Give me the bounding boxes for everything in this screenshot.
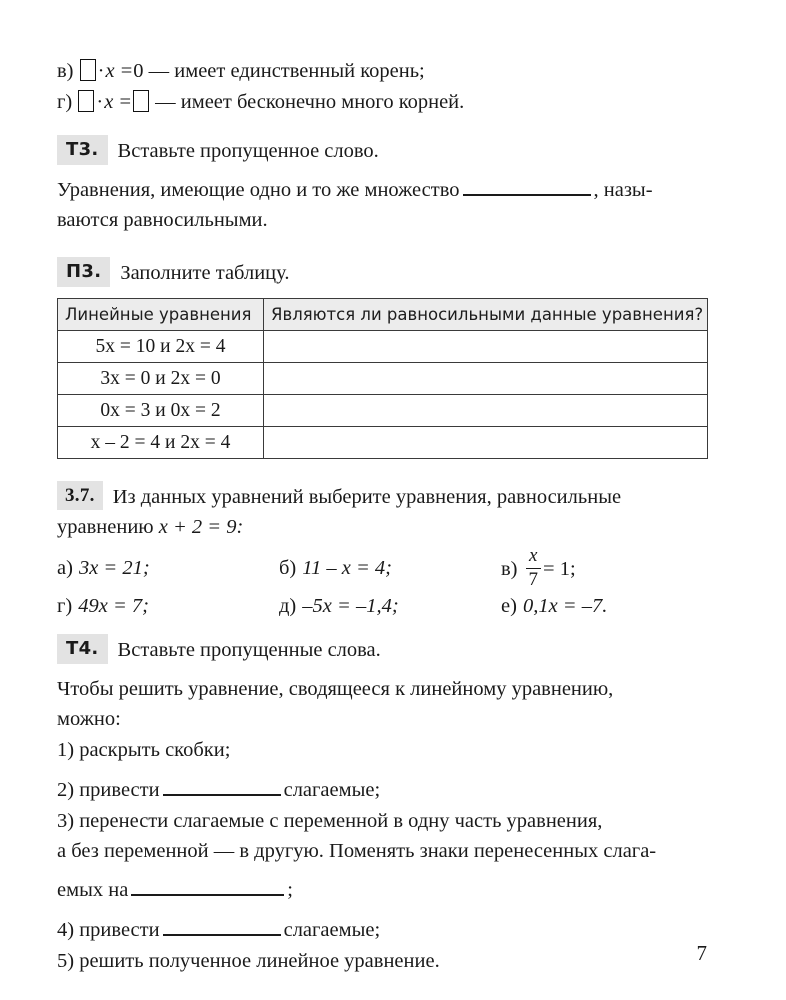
equations-table	[57, 298, 708, 459]
t4-step-4	[57, 915, 709, 946]
t4-step-2	[57, 775, 709, 806]
equations-table-wrapper	[57, 298, 709, 459]
t4-step-3-text-line2: а без переменной — в другую. Поменять знаки перенесенных слага-	[57, 840, 657, 862]
t3-body-line2: ваются равносильными.	[57, 209, 268, 231]
t4-intro-line2: можно:	[57, 708, 121, 730]
multiply-sign: ·	[97, 60, 105, 82]
em-dash: —	[155, 91, 176, 113]
t4-step-5: 5) решить полученное линейное уравнение.	[57, 950, 440, 972]
option-label-f: е)	[501, 594, 517, 617]
t4-step-1: 1) раскрыть скобки;	[57, 739, 231, 761]
option-label-b: б)	[279, 556, 297, 579]
table-row	[58, 363, 708, 395]
task-badge-p3: П3.	[57, 257, 110, 287]
task-badge-t4: Т4.	[57, 634, 108, 664]
table-cell-answer[interactable]	[264, 363, 708, 395]
table-cell-answer[interactable]	[264, 427, 708, 459]
rhs-value: 0	[133, 60, 144, 82]
table-header-equations: Линейные уравнения	[58, 299, 264, 331]
option-label-a: а)	[57, 556, 73, 579]
table-row	[58, 331, 708, 363]
t3-body-before: Уравнения, имеющие одно и то же множество	[57, 179, 460, 201]
t4-step-3-after: ;	[287, 879, 293, 901]
option-label-d: г)	[57, 594, 73, 617]
task-header-p3	[57, 257, 709, 288]
equals-sign: =	[119, 91, 131, 113]
page-number: 7	[696, 941, 707, 965]
task-title-t4: Вставьте пропущенные слова.	[117, 639, 381, 661]
equals-sign: =	[120, 60, 133, 82]
option-a[interactable]	[57, 557, 279, 580]
t4-step-3-line2	[57, 836, 709, 866]
option-e[interactable]	[279, 595, 501, 618]
variable-x: x	[105, 60, 115, 82]
t4-step-4-before: 4) привести	[57, 919, 160, 941]
table-cell-equations: 5x = 10 и 2x = 4	[58, 331, 264, 363]
task-header-t4	[57, 634, 709, 665]
fill-blank[interactable]	[463, 180, 591, 196]
exercise-badge-37: 3.7.	[57, 481, 103, 510]
table-cell-answer[interactable]	[264, 331, 708, 363]
item-label-v: в)	[57, 60, 74, 82]
multiply-sign: ·	[96, 91, 104, 113]
options-row-2	[57, 587, 709, 625]
option-expr-f: 0,1x = –7.	[522, 594, 608, 617]
blank-box-icon[interactable]	[133, 90, 149, 112]
table-cell-answer[interactable]	[264, 395, 708, 427]
t3-body-after: , назы-	[593, 179, 653, 201]
em-dash: —	[148, 60, 170, 82]
t4-step-4-after: слагаемые;	[283, 919, 381, 941]
table-cell-equations: 0x = 3 и 0x = 2	[58, 395, 264, 427]
options-grid	[57, 545, 709, 625]
task-header-t3	[57, 135, 709, 166]
table-cell-equations: 3x = 0 и 2x = 0	[58, 363, 264, 395]
t4-step-3-text-line1: 3) перенести слагаемые с переменной в одну часть уравнения,	[57, 810, 603, 832]
table-header-answer: Являются ли равносильными данные уравнения?	[264, 299, 708, 331]
page-content	[57, 56, 709, 977]
option-expr-e: –5x = –1,4;	[302, 594, 399, 617]
option-label-c: в)	[501, 558, 518, 580]
option-f[interactable]	[501, 595, 701, 618]
option-b[interactable]	[279, 557, 501, 580]
option-d[interactable]	[57, 595, 279, 618]
exercise-37-equation: x + 2 = 9:	[158, 516, 244, 538]
t3-body	[57, 175, 709, 235]
options-row-1	[57, 545, 709, 590]
table-row	[58, 395, 708, 427]
fraction-x-over-7	[526, 546, 542, 590]
t4-intro	[57, 674, 709, 704]
t4-intro-line1: Чтобы решить уравнение, сводящееся к линейному уравнению,	[57, 678, 614, 700]
exercise-37-line2-before: уравнению	[57, 516, 154, 538]
option-expr-b: 11 – x = 4;	[302, 556, 393, 579]
t4-step-3-line3	[57, 875, 709, 906]
table-header-row	[58, 299, 708, 331]
exercise-37	[57, 481, 709, 512]
option-c[interactable]	[501, 546, 701, 590]
fill-blank[interactable]	[163, 920, 281, 936]
blank-box-icon[interactable]	[80, 59, 96, 81]
table-cell-equations: x – 2 = 4 и 2x = 4	[58, 427, 264, 459]
fraction-numerator: x	[529, 545, 538, 567]
option-expr-a: 3x = 21;	[78, 556, 150, 579]
item-text-v: имеет единственный корень;	[174, 60, 425, 82]
task-badge-t3: Т3.	[57, 135, 108, 165]
task-title-p3: Заполните таблицу.	[120, 262, 290, 284]
fill-blank[interactable]	[163, 780, 281, 796]
variable-x: x	[104, 91, 114, 113]
option-expr-c-tail: = 1;	[543, 558, 576, 580]
exercise-37-line1: Из данных уравнений выберите уравнения, равносильные	[112, 486, 622, 508]
blank-box-icon[interactable]	[78, 90, 94, 112]
task-title-t3: Вставьте пропущенное слово.	[117, 140, 379, 162]
item-text-g: имеет бесконечно много корней.	[180, 91, 465, 113]
t4-step-2-before: 2) привести	[57, 779, 160, 801]
table-row	[58, 427, 708, 459]
item-label-g: г)	[57, 91, 73, 113]
fraction-denominator: 7	[528, 569, 539, 590]
t4-step-3-before: емых на	[57, 879, 129, 901]
list-item-g	[57, 87, 709, 118]
exercise-37-line2	[57, 512, 709, 543]
t4-step-3-line1	[57, 806, 709, 836]
option-expr-d: 49x = 7;	[78, 594, 150, 617]
fill-blank[interactable]	[131, 880, 284, 896]
list-item-v	[57, 56, 709, 87]
t4-step-2-after: слагаемые;	[283, 779, 381, 801]
option-label-e: д)	[279, 594, 297, 617]
